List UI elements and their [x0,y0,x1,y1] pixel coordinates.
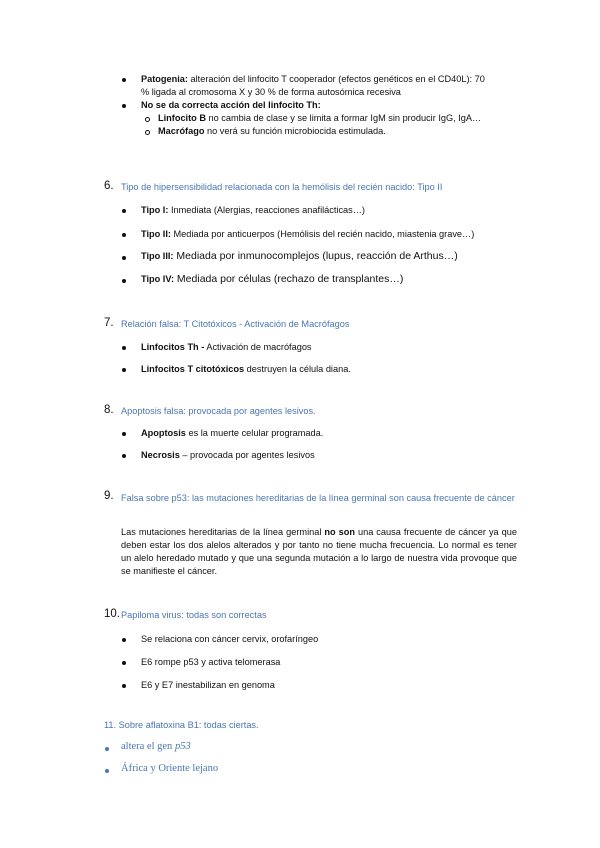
question-title: Apoptosis falsa: provocada por agentes lesivos. [121,406,316,416]
paragraph-bold: no son [324,527,355,537]
aflatoxina-gene: p53 [174,741,191,752]
patogenia-label: Patogenia: [141,74,188,84]
apoptosis-label: Apoptosis [141,428,186,438]
linfocito-b-label: Linfocito B [158,113,206,123]
bullet-dot [122,346,126,350]
aflatoxina-item: África y Oriente lejano [121,763,219,774]
tipo-text: Mediada por anticuerpos (Hemólisis del recién nacido, miastenia grave…) [170,229,475,239]
tipo-text: Mediada por inmunocomplejos (lupus, reacción de Arthus…) [173,250,458,262]
p53-paragraph [121,526,517,578]
tipo-label: Tipo III: [141,251,174,261]
papiloma-item: E6 y E7 inestabilizan en genoma [141,680,275,690]
question-title: Relación falsa: T Citotóxicos - Activación de Macrófagos [121,319,350,329]
necrosis-text: – provocada por agentes lesivos [179,450,315,460]
relacion-label: Linfocitos T citotóxicos [141,364,245,374]
macrofago-line [158,125,386,137]
question-number: 10. [104,608,120,620]
th-action-line: No se da correcta acción del linfocito Th: [141,100,321,110]
necrosis-label: Necrosis [141,450,180,460]
patogenia-line [141,73,485,85]
tipo-label: Tipo II: [141,229,171,239]
tipo-item [141,204,365,216]
patogenia-text: alteración del linfocito T cooperador (efectos genéticos en el CD40L): 70 [187,74,485,84]
question-title: Tipo de hipersensibilidad relacionada con la hemólisis del recién nacido: Tipo II [121,182,443,192]
apoptosis-item [141,427,323,439]
paragraph-text: Las mutaciones hereditarias de la línea germinal [121,527,325,537]
bullet-dot [122,279,126,283]
circle-bullet [145,117,150,122]
relacion-text: Activación de macrófagos [204,342,312,352]
bullet-dot [122,638,126,642]
tipo-text: Inmediata (Alergias, reacciones anafilácticas…) [168,205,365,215]
tipo-item [141,250,458,262]
macrofago-label: Macrófago [158,126,205,136]
tipo-item [141,273,403,285]
question-title: Papiloma virus: todas son correctas [121,610,267,620]
tipo-text: Mediada por células (rechazo de transplantes…) [174,273,404,285]
bullet-dot [122,78,126,82]
circle-bullet [145,130,150,135]
bullet-dot [105,769,109,773]
bullet-dot [122,432,126,436]
question-number: 9. [104,490,114,502]
bullet-dot [122,209,126,213]
bullet-dot [122,256,126,260]
bullet-dot [122,368,126,372]
tipo-item [141,228,474,240]
relacion-text: destruyen la célula diana. [244,364,351,374]
question-title: 11. Sobre aflatoxina B1: todas ciertas. [104,720,259,730]
relacion-item [141,341,312,353]
bullet-dot [122,233,126,237]
patogenia-continuation: % ligada al cromosoma X y 30 % de forma autosómica recesiva [141,87,401,97]
tipo-label: Tipo I: [141,205,169,215]
question-title: Falsa sobre p53: las mutaciones hereditarias de la línea germinal son causa frecuente de cáncer [121,493,515,503]
aflatoxina-item [121,741,191,752]
necrosis-item [141,449,315,461]
linfocito-b-text: no cambia de clase y se limita a formar IgM sin producir IgG, IgA… [205,113,482,123]
question-number: 6. [104,180,114,192]
relacion-label: Linfocitos Th - [141,342,205,352]
aflatoxina-text: altera el gen [121,741,175,752]
relacion-item [141,363,351,375]
bullet-dot [122,684,126,688]
apoptosis-text: es la muerte celular programada. [185,428,324,438]
bullet-dot [122,104,126,108]
linfocito-b-line [158,112,481,124]
bullet-dot [105,747,109,751]
bullet-dot [122,661,126,665]
macrofago-text: no verá su función microbiocida estimulada. [204,126,386,136]
question-number: 7. [104,317,114,329]
bullet-dot [122,454,126,458]
paragraph-text: una causa frecuente de cáncer ya que deben estar los dos alelos alterados y por tanto no tiene mucha frecuencia. Lo normal es tener un alelo heredado mutado y que una segunda mutación a lo largo de nuestra vida provoque que se manifieste el cáncer. [121,527,517,576]
papiloma-item: Se relaciona con cáncer cervix, orofaríngeo [141,634,319,644]
question-number: 8. [104,404,114,416]
papiloma-item: E6 rompe p53 y activa telomerasa [141,657,281,667]
tipo-label: Tipo IV: [141,274,175,284]
